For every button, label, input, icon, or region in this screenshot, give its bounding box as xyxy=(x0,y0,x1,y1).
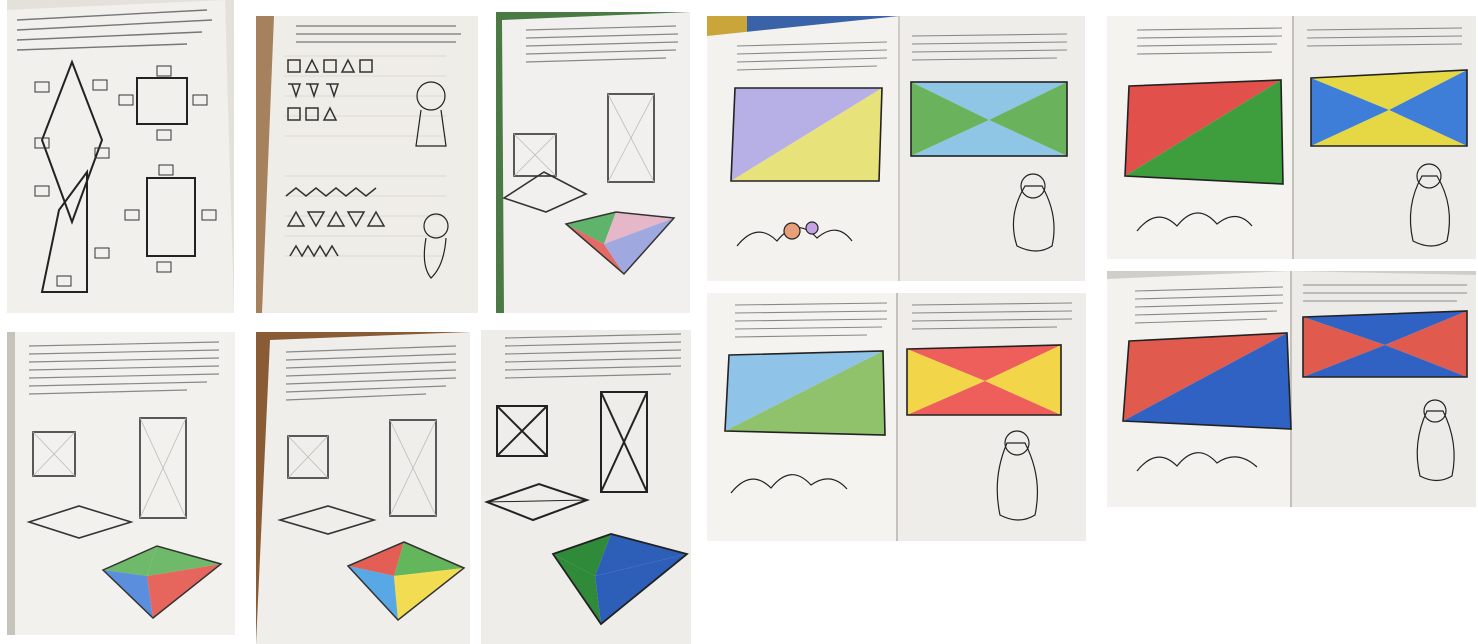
photo-4-drawing xyxy=(707,16,1085,281)
photo-worksheet-blue-green-kite[interactable] xyxy=(481,330,691,644)
photo-book-blue-green-red-yellow[interactable] xyxy=(707,293,1086,541)
photo-worksheet-colored-kite-3[interactable] xyxy=(256,332,470,644)
photo-book-red-green-blue-yellow[interactable] xyxy=(1107,16,1476,259)
photo-worksheet-colored-kite-2[interactable] xyxy=(7,332,235,635)
photo-worksheet-patterns[interactable] xyxy=(256,16,478,313)
photo-8-drawing xyxy=(481,330,691,644)
photo-9-drawing xyxy=(707,293,1086,541)
photo-1-drawing xyxy=(7,0,234,313)
photo-5-drawing xyxy=(1107,16,1476,259)
photo-worksheet-colored-kite-1[interactable] xyxy=(496,12,690,313)
photo-2-drawing xyxy=(256,16,478,313)
photo-book-red-blue[interactable] xyxy=(1107,271,1476,507)
photo-10-drawing xyxy=(1107,271,1476,507)
photo-7-drawing xyxy=(256,332,470,644)
photo-6-drawing xyxy=(7,332,235,635)
photo-3-drawing xyxy=(496,12,690,313)
photo-book-lavender-yellow[interactable] xyxy=(707,16,1085,281)
photo-worksheet-shapes-measure[interactable] xyxy=(7,0,234,313)
